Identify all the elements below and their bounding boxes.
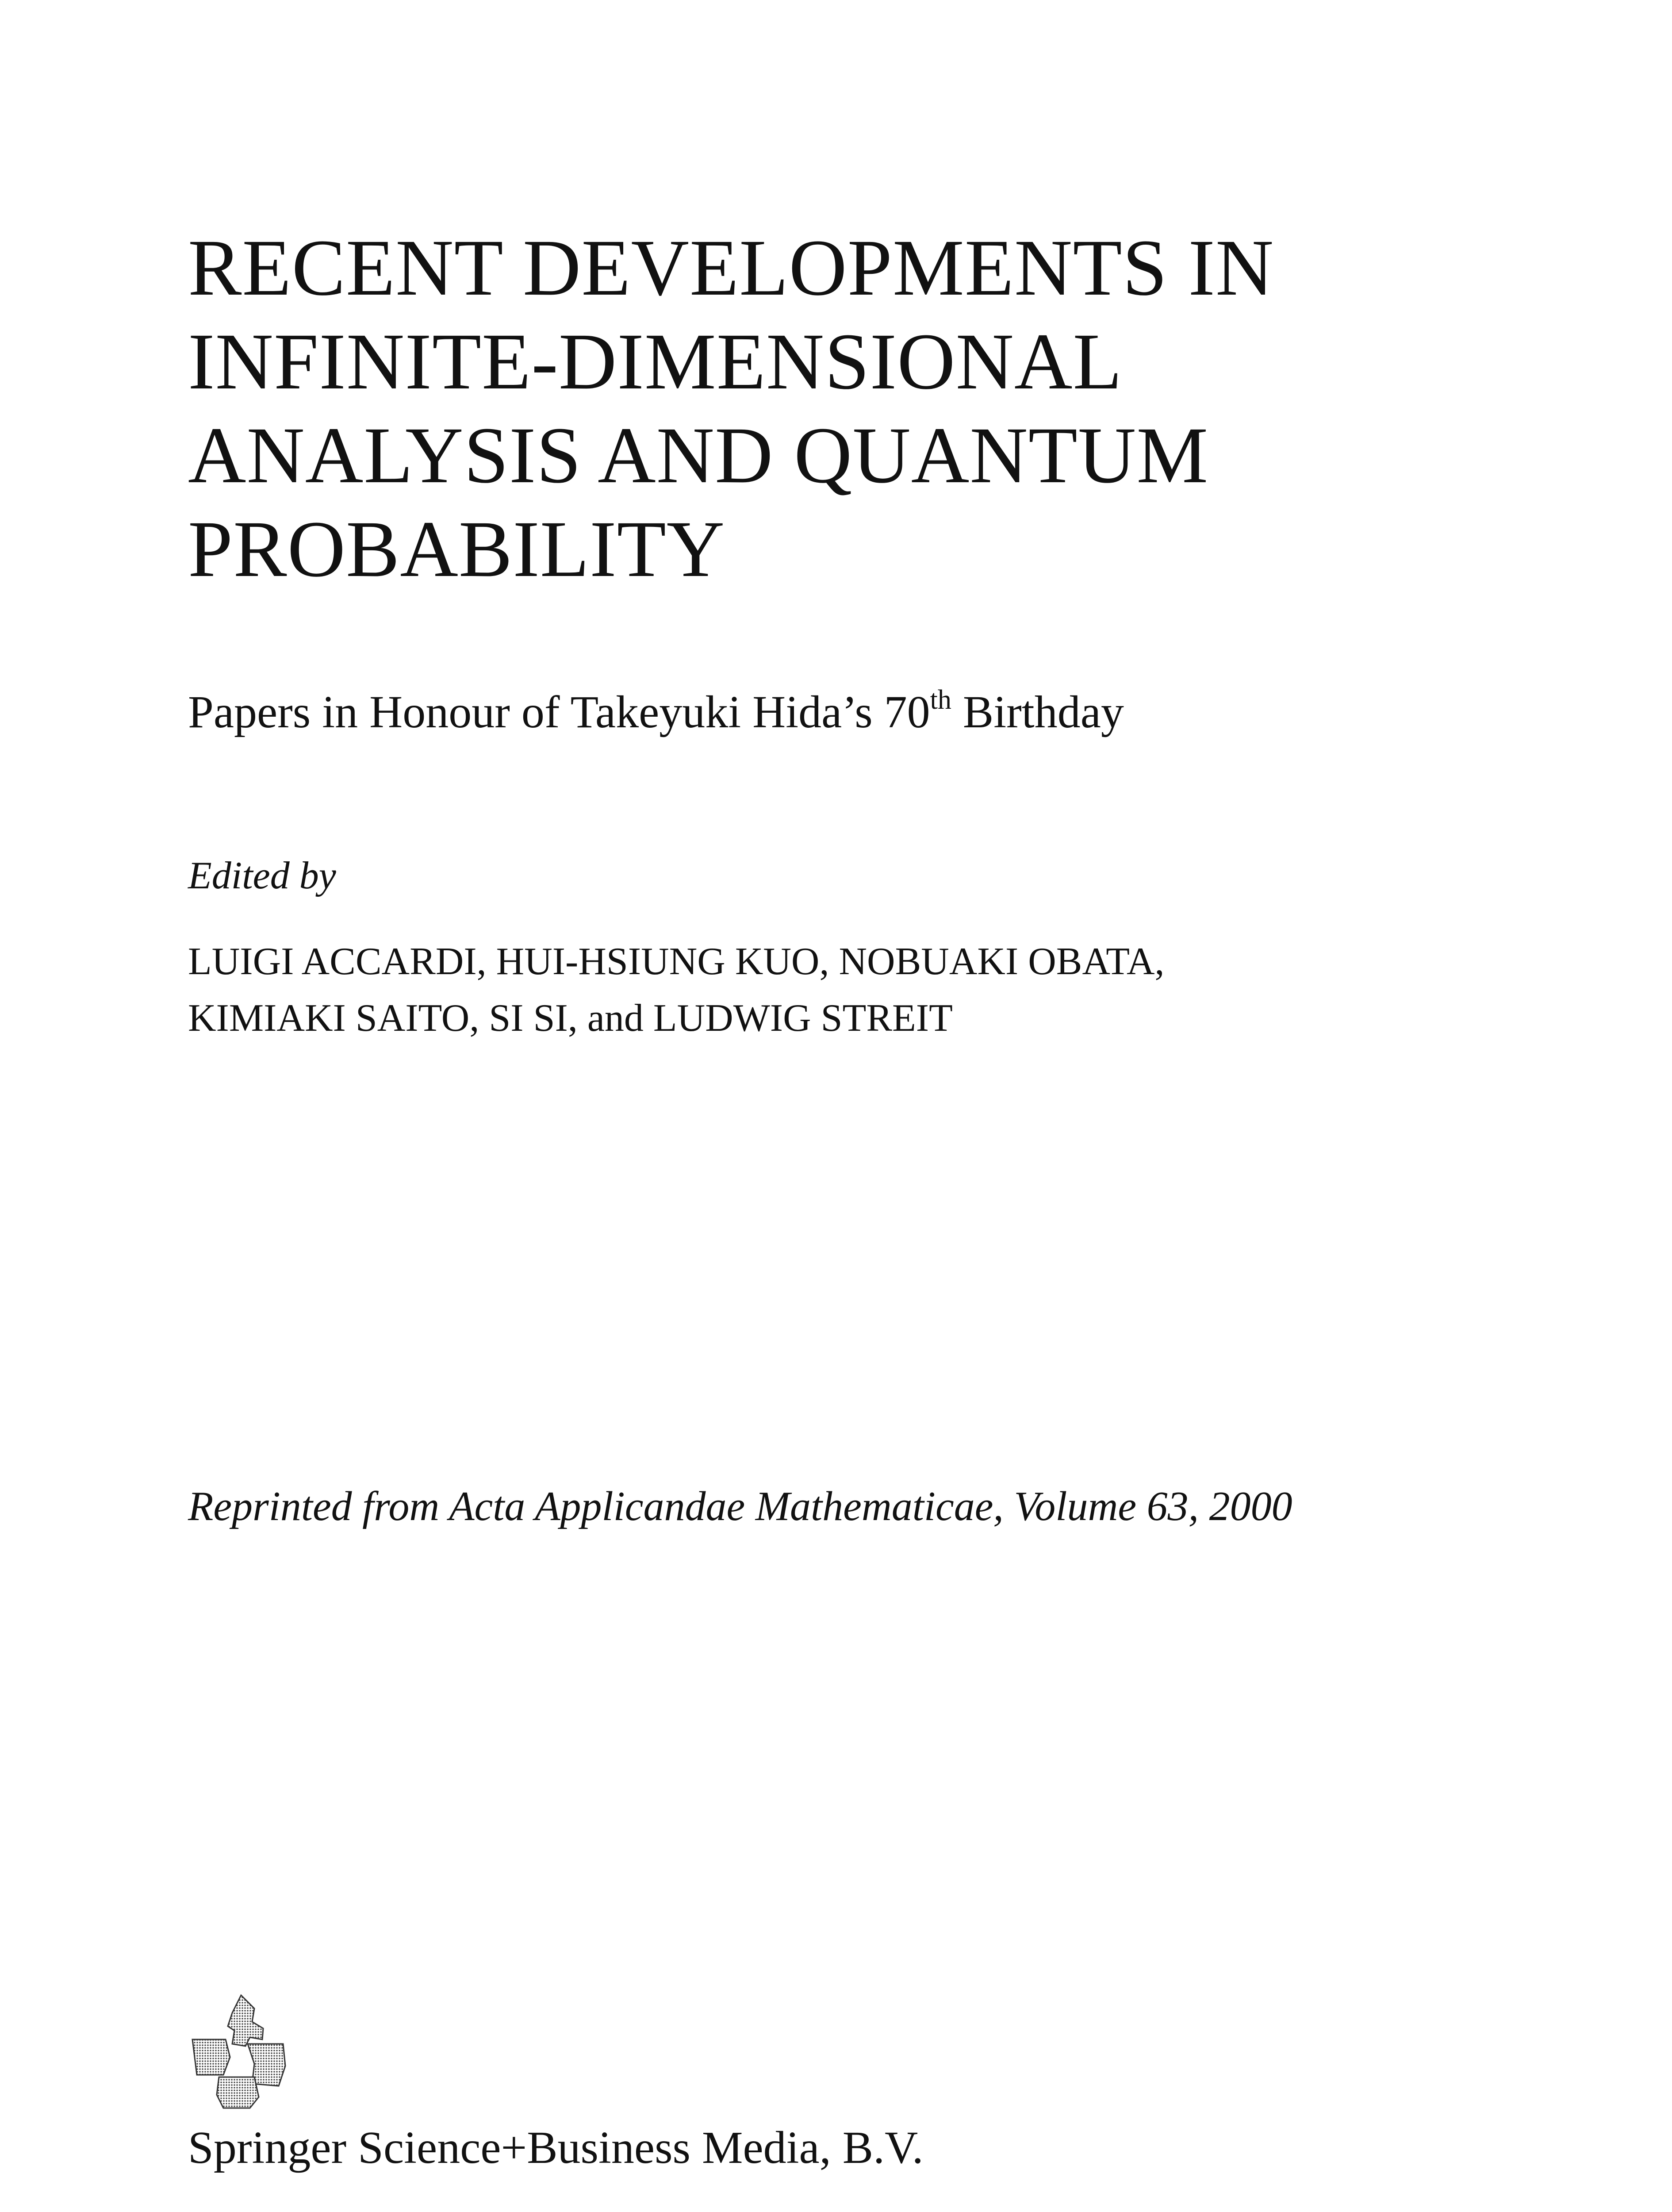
reprint-note: Reprinted from Acta Applicandae Mathematicae, Volume 63, 2000: [188, 1483, 1292, 1529]
title-line-4: PROBABILITY: [188, 505, 725, 594]
book-title: [188, 221, 1603, 596]
subtitle-text: Papers in Honour of Takeyuki Hida’s 70: [188, 687, 930, 737]
editors-list: [188, 933, 1165, 1047]
subtitle-text-end: Birthday: [951, 687, 1124, 737]
editors-line-1: LUIGI ACCARDI, HUI-HSIUNG KUO, NOBUAKI OBATA,: [188, 940, 1165, 983]
title-line-3: ANALYSIS AND QUANTUM: [188, 411, 1209, 500]
edited-by-label: Edited by: [188, 854, 336, 897]
book-subtitle: [188, 684, 1124, 741]
title-line-2: INFINITE-DIMENSIONAL: [188, 317, 1123, 406]
publisher-name: Springer Science+Business Media, B.V.: [188, 2122, 924, 2173]
title-line-1: RECENT DEVELOPMENTS IN: [188, 223, 1274, 312]
subtitle-ordinal-suffix: th: [930, 685, 951, 715]
editors-line-2: KIMIAKI SAITO, SI SI, and LUDWIG STREIT: [188, 997, 953, 1040]
springer-logo-icon: [188, 1991, 290, 2110]
